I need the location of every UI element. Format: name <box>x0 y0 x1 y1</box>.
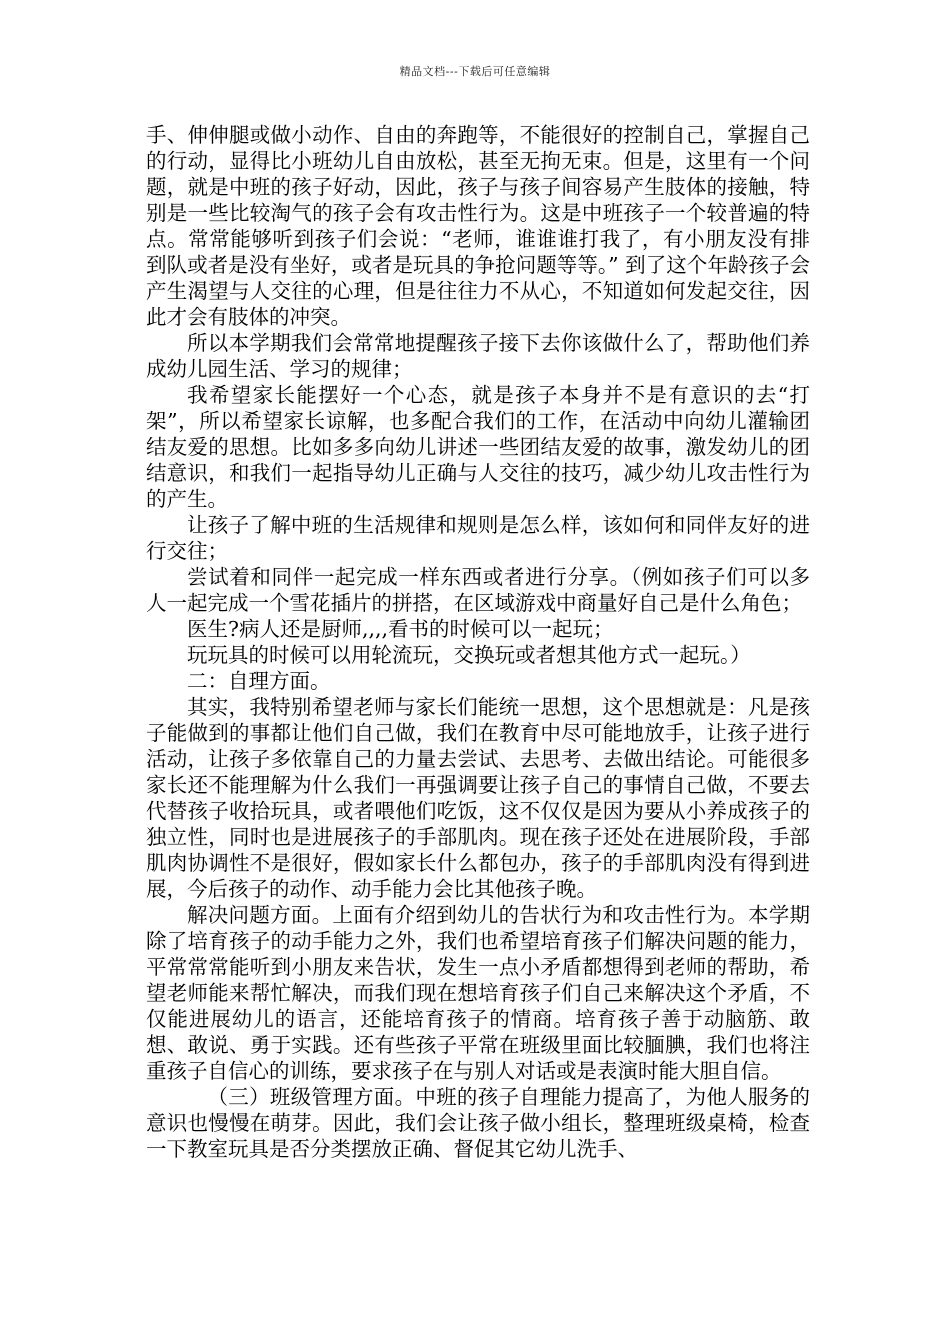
page-header: 精品文档---下载后可任意编辑 <box>399 65 551 78</box>
paragraph-class-rules: 让孩子了解中班的生活规律和规则是怎么样，该如何和同伴友好的进行交往； <box>146 513 810 563</box>
paragraph-toys: 玩玩具的时候可以用轮流玩，交换玩或者想其他方式一起玩。） <box>187 643 751 667</box>
paragraph-sharing: 尝试着和同伴一起完成一样东西或者进行分享。（例如孩子们可以多人一起完成一个雪花插片的拼搭，在区域游戏中商量好自己是什么角色； <box>146 565 810 615</box>
paragraph-class-management: （三）班级管理方面。中班的孩子自理能力提高了，为他人服务的意识也慢慢在萌芽。因此，我们会让孩子做小组长，整理班级桌椅，检查一下教室玩具是否分类摆放正确、督促其它幼儿洗手、 <box>146 1085 810 1161</box>
paragraph-problem-solving: 解决问题方面。上面有介绍到幼儿的告状行为和攻击性行为。本学期除了培育孩子的动手能力之外，我们也希望培育孩子们解决问题的能力，平常常常能听到小朋友来告状，发生一点小矛盾都想得到老师的帮助，希望老师能来帮忙解决，而我们现在想培育孩子们自己来解决这个矛盾，不仅能进展幼儿的语言，还能培育孩子的情商。培育孩子善于动脑筋、敢想、敢说、勇于实践。还有些孩子平常在班级里面比较腼腆，我们也将注重孩子自信心的训练，要求孩子在与别人对话或是表演时能大胆自信。 <box>146 903 810 1083</box>
paragraph-remind-routine: 所以本学期我们会常常地提醒孩子接下去你该做什么了，帮助他们养成幼儿园生活、学习的规律； <box>146 331 810 381</box>
paragraph-roles: 医生?病人还是厨师,,,,看书的时候可以一起玩； <box>187 617 614 641</box>
paragraph-attack-behavior: 手、伸伸腿或做小动作、自由的奔跑等，不能很好的控制自己，掌握自己的行动，显得比小班幼儿自由放松，甚至无拘无束。但是，这里有一个问题，就是中班的孩子好动，因此，孩子与孩子间容易产生肢体的接触，特别是一些比较淘气的孩子会有攻击性行为。这是中班孩子一个较普遍的特点。常常能够听到孩子们会说：“老师，谁谁谁打我了，有小朋友没有排到队或者是没有坐好，或者是玩具的争抢问题等等。” 到了这个年龄孩子会产生渴望与人交往的心理，但是往往力不从心，不知道如何发起交往，因此才会有肢体的冲突。 <box>146 123 810 329</box>
paragraph-self-care: 其实，我特别希望老师与家长们能统一思想，这个思想就是：凡是孩子能做到的事都让他们自己做，我们在教育中尽可能地放手，让孩子进行活动，让孩子多依靠自己的力量去尝试、去思考、去做出结论。可能很多家长还不能理解为什么我们一再强调要让孩子自己的事情自己做，不要去代替孩子收拾玩具，或者喂他们吃饭，这不仅仅是因为要从小养成孩子的独立性，同时也是进展孩子的手部肌肉。现在孩子还处在进展阶段，手部肌肉协调性不是很好，假如家长什么都包办，孩子的手部肌肉没有得到进展，今后孩子的动作、动手能力会比其他孩子晚。 <box>146 695 810 901</box>
section-heading-self-care: 二：自理方面。 <box>187 669 331 693</box>
document-body <box>146 122 810 1162</box>
paragraph-parent-attitude: 我希望家长能摆好一个心态，就是孩子本身并不是有意识的去“打架”，所以希望家长谅解，也多配合我们的工作，在活动中向幼儿灌输团结友爱的思想。比如多多向幼儿讲述一些团结友爱的故事，激发幼儿的团结意识，和我们一起指导幼儿正确与人交往的技巧，减少幼儿攻击性行为的产生。 <box>146 383 810 511</box>
